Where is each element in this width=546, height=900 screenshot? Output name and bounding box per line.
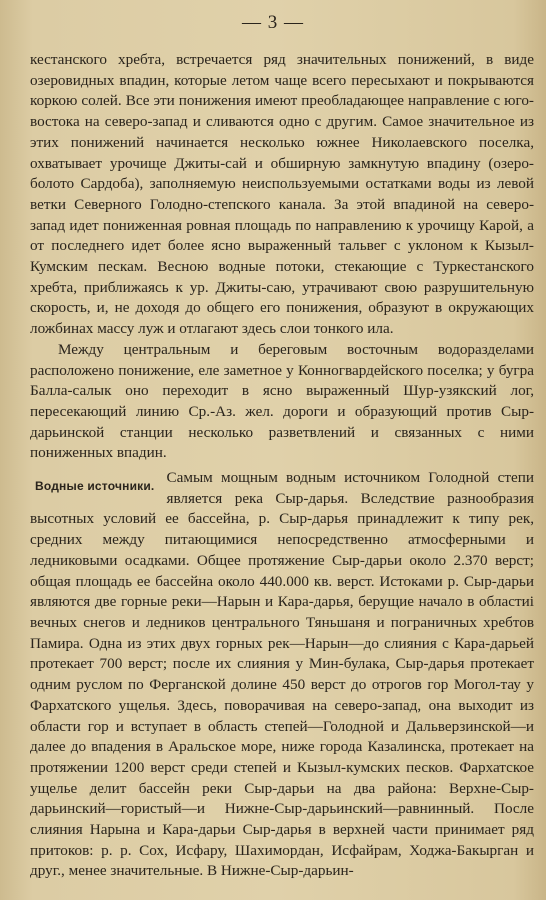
- section-water-sources: [30, 468, 534, 882]
- section-heading: Водные источники.: [35, 479, 155, 494]
- section-paragraph: Самым мощным водным источником Голодной степи является река Сыр-дарья. Вследствие разнообразия высотных условий ее бассейна, р. Сыр-дарья принадлежит к типу рек, средних между питающимися непосредственно атмосферными и ледниковыми осадками. Общее протяжение Сыр-дарьи около 2.370 верст; общая площадь ее бассейна около 440.000 кв. верст. Истоками р. Сыр-дарьи являются две горные реки—Нарын и Кара-дарья, берущие начало в областиi вечных снегов и ледников центрального Тяньшаня и пограничных хребтов Памира. Одна из этих двух горных рек—Нарын—до слияния с Кара-дарьей протекает 700 верст; после их слияния у Мин-булака, Сыр-дарья протекает одним руслом по Ферганской долине 450 верст до отрогов гор Могол-тау у Фархатского ущелья. Здесь, поворачивая на северо-запад, она выходит из области гор и вступает в область степей—Голодной и Дальверзинской—и далее до впадения в Аральское море, ниже города Казалинска, протекает на протяжении 1200 верст среди степей и Кызыл-кумских песков. Фархатское ущелье делит бассейн реки Сыр-дарьи на два района: Верхне-Сыр-дарьинский—гористый—и Нижне-Сыр-дарьинский—равнинный. После слияния Нарына и Кара-дарьи Сыр-дарья в верхней части принимает ряд притоков: р. р. Сох, Исфару, Шахимордан, Исфайрам, Ходжа-Бакырган и друг., менее значительные. В Нижне-Сыр-дарьин-: [30, 469, 534, 880]
- body-text: [30, 50, 534, 882]
- paragraph-1: кестанского хребта, встречается ряд значительных понижений, в виде озеровидных впадин, которые летом чаще всего пересыхают и покрываются коркою солей. Все эти понижения имеют преобладающее направление с юго-востока на северо-запад и сливаются одно с другим. Самое значительное из этих понижений начинается несколько южнее Николаевского поселка, охватывает урочище Джиты-сай и обширную замкнутую впадину (озеро-болото Сардоба), заполняемую неиспользуемыми остатками воды из левой ветки Северного Голодно-степского канала. За этой впадиной на северо-запад идет пониженная ровная площадь по направлению к урочищу Карой, а от последнего идет более ясно выраженный тальвег с уклоном к Кызыл-Кумским пескам. Весною водные потоки, стекающие с Туркестанского хребта, приближаясь к ур. Джиты-саю, утрачивают свою разрушительную скорость, и, не доходя до общего его понижения, образуют в окружающих ложбинах массу луж и отлагают здесь слои тонкого ила.: [30, 51, 534, 338]
- paragraph-2: Между центральным и береговым восточным водоразделами расположено понижение, еле заметное у Конногвардейского поселка; у бугра Балла-салык оно переходит в ясно выраженный Шур-узякский лог, пересекающий линию Ср.-Аз. жел. дороги и образующий против Сыр-дарьинской станции несколько разветвлений и связанных с ними пониженных впадин.: [30, 340, 534, 462]
- page-number: — 3 —: [242, 12, 304, 33]
